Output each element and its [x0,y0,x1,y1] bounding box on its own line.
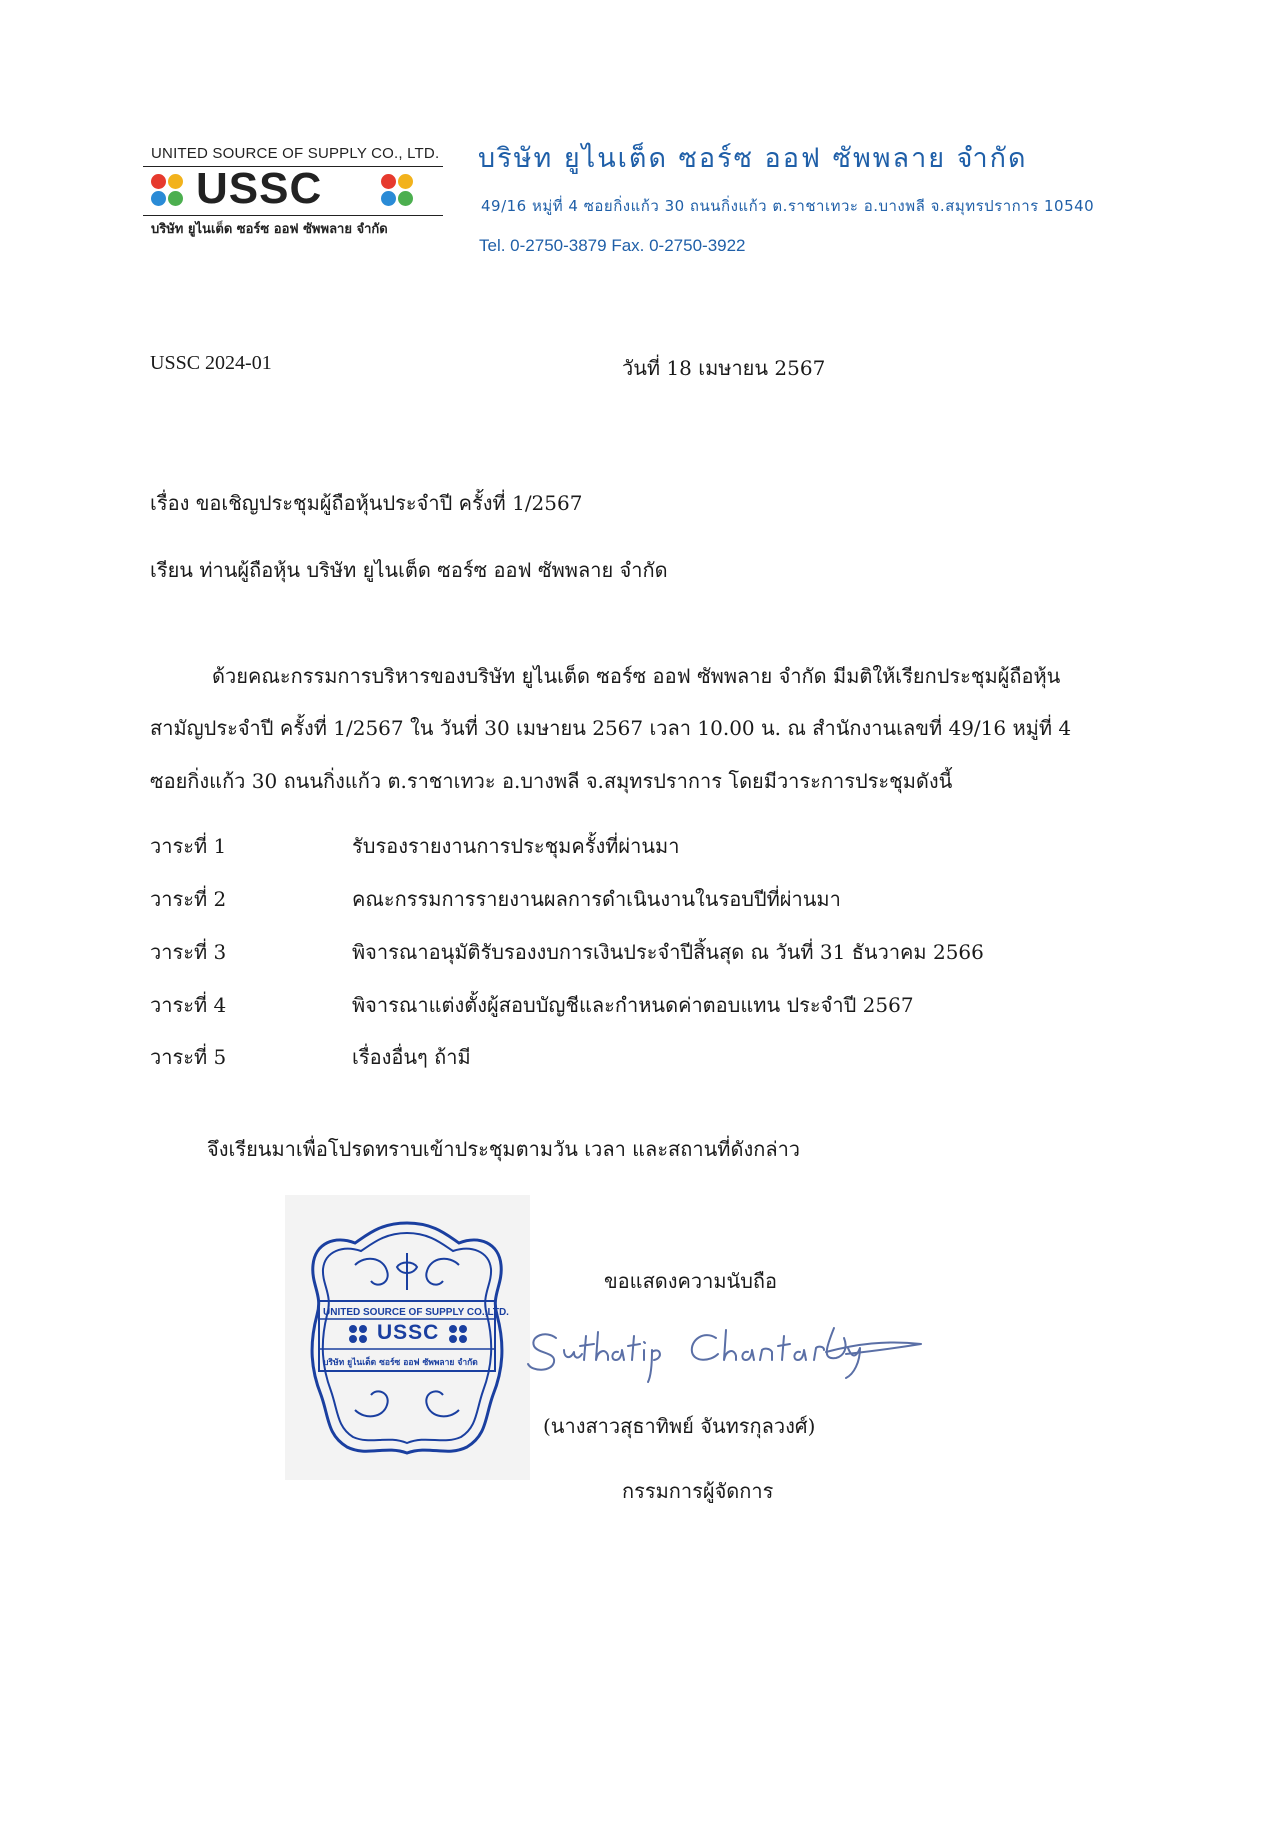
logo-text: USSC [196,164,323,213]
seal-english-name: UNITED SOURCE OF SUPPLY CO.,LTD. [323,1307,509,1318]
company-name: บริษัท ยูไนเต็ด ซอร์ซ ออฟ ซัพพลาย จำกัด [478,143,1028,174]
agenda-text-2: คณะกรรมการรายงานผลการดำเนินงานในรอบปีที่ผ่านมา [352,887,841,911]
agenda-number-4: วาระที่ 4 [150,993,227,1017]
agenda-text-3: พิจารณาอนุมัติรับรองงบการเงินประจำปีสิ้นสุด ณ วันที่ 31 ธันวาคม 2566 [352,940,984,964]
company-logo [143,142,443,242]
closing-line: จึงเรียนมาเพื่อโปรดทราบเข้าประชุมตามวัน เวลา และสถานที่ดังกล่าว [207,1137,801,1161]
body-line-2: สามัญประจำปี ครั้งที่ 1/2567 ใน วันที่ 30 เมษายน 2567 เวลา 10.00 น. ณ สำนักงานเลขที่ 49/16 หมู่ที่ 4 [150,716,1072,740]
handwritten-signature [526,1318,926,1388]
body-line-3: ซอยกิ่งแก้ว 30 ถนนกิ่งแก้ว ต.ราชาเทวะ อ.บางพลี จ.สมุทรปราการ โดยมีวาระการประชุมดังนี้ [150,769,953,793]
body-line-1: ด้วยคณะกรรมการบริหารของบริษัท ยูไนเต็ด ซอร์ซ ออฟ ซัพพลาย จำกัด มีมติให้เรียกประชุมผู้ถือหุ้น [212,664,1061,688]
agenda-number-3: วาระที่ 3 [150,940,227,964]
logo-rule-bottom [143,215,443,216]
seal-thai-name: บริษัท ยูไนเต็ด ซอร์ซ ออฟ ซัพพลาย จำกัด [323,1358,478,1368]
agenda-text-1: รับรองรายงานการประชุมครั้งที่ผ่านมา [352,834,680,858]
logo-thai-name: บริษัท ยูไนเต็ด ซอร์ซ ออฟ ซัพพลาย จำกัด [151,222,388,237]
company-contact: Tel. 0-2750-3879 Fax. 0-2750-3922 [479,236,746,255]
company-seal [285,1195,530,1480]
agenda-number-2: วาระที่ 2 [150,887,227,911]
agenda-text-4: พิจารณาแต่งตั้งผู้สอบบัญชีและกำหนดค่าตอบแทน ประจำปี 2567 [352,993,914,1017]
logo-english-name: UNITED SOURCE OF SUPPLY CO., LTD. [151,145,440,162]
signer-position: กรรมการผู้จัดการ [622,1479,774,1503]
recipient-line: เรียน ท่านผู้ถือหุ้น บริษัท ยูไนเต็ด ซอร์ซ ออฟ ซัพพลาย จำกัด [150,558,668,582]
agenda-number-5: วาระที่ 5 [150,1045,227,1069]
document-reference: USSC 2024-01 [150,352,272,374]
logo-dots-right-icon [381,174,415,208]
logo-dots-left-icon [151,174,185,208]
subject-line: เรื่อง ขอเชิญประชุมผู้ถือหุ้นประจำปี ครั้งที่ 1/2567 [150,491,583,515]
agenda-number-1: วาระที่ 1 [150,834,227,858]
seal-mark: USSC [377,1321,440,1344]
agenda-text-5: เรื่องอื่นๆ ถ้ามี [352,1045,471,1069]
company-address: 49/16 หมู่ที่ 4 ซอยกิ่งแก้ว 30 ถนนกิ่งแก้ว ต.ราชาเทวะ อ.บางพลี จ.สมุทรปราการ 10540 [481,197,1095,215]
regards-line: ขอแสดงความนับถือ [604,1269,778,1293]
logo-mark [151,164,435,213]
signature-text: Suthatip Chantarakul [526,1386,537,1387]
document-date: วันที่ 18 เมษายน 2567 [622,356,826,380]
signer-name: (นางสาวสุธาทิพย์ จันทรกุลวงศ์) [543,1414,816,1438]
